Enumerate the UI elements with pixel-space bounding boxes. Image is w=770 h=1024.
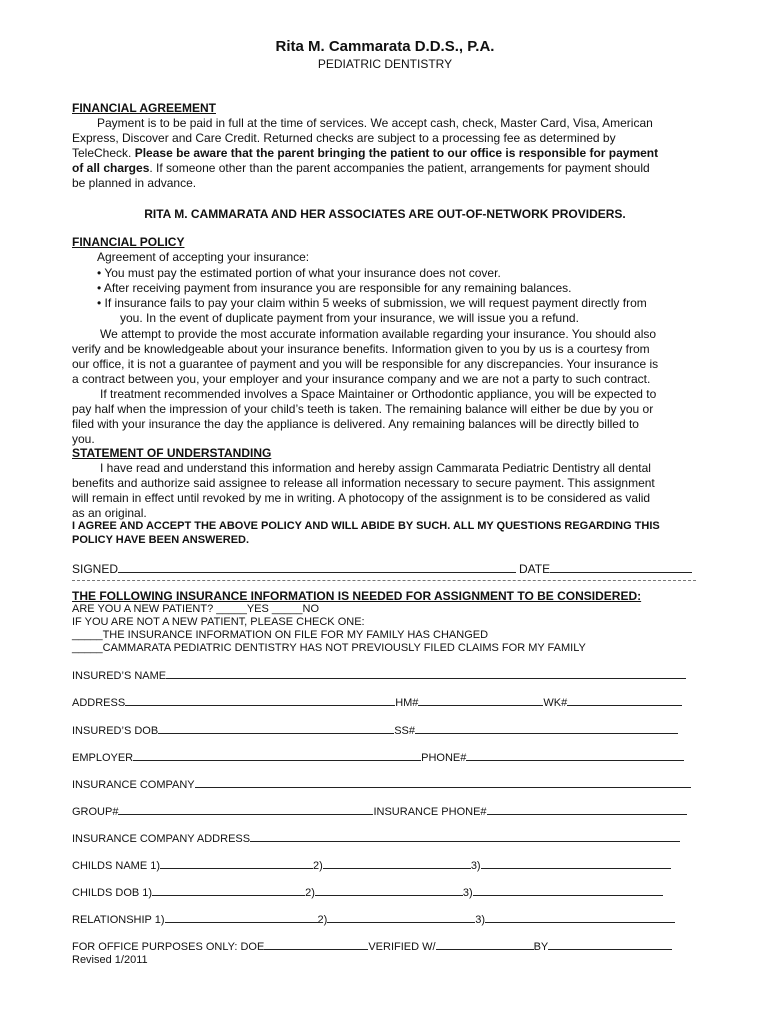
date-label: DATE: [519, 562, 551, 576]
practice-name: Rita M. Cammarata D.D.S., P.A.: [275, 38, 495, 55]
field-label: 2): [313, 860, 323, 872]
agreement-statement: POLICY HAVE BEEN ANSWERED.: [72, 534, 250, 546]
insureds-name-field[interactable]: [72, 669, 686, 683]
policy-line: If treatment recommended involves a Space Maintainer or Orthodontic appliance, you will be expected to: [100, 387, 657, 401]
agreement-bold-text: Please be aware that the parent bringing the patient to our office is responsible for payment: [134, 146, 659, 160]
field-label: INSURANCE PHONE#: [373, 806, 487, 818]
field-label: CHILDS NAME 1): [72, 860, 161, 872]
field-line[interactable]: [133, 751, 421, 761]
field-label: 2): [305, 887, 315, 899]
statement-line: benefits and authorize said assignee to release all information necessary to secure payment. This assignment: [72, 476, 655, 490]
date-line[interactable]: [550, 562, 692, 573]
policy-line: our office, it is not a guarantee of payment and you will be responsible for any discrepancies. Your insurance is: [72, 357, 659, 371]
field-label: FOR OFFICE PURPOSES ONLY: DOE: [72, 941, 265, 953]
field-label: ADDRESS: [72, 697, 126, 709]
agreement-line: Payment is to be paid in full at the time of services. We accept cash, check, Master Card, Visa, American: [97, 116, 653, 130]
agreement-text: . If someone other than the parent accompanies the patient, arrangements for payment should: [149, 161, 650, 175]
field-label: INSURED’S DOB: [72, 725, 159, 737]
field-line[interactable]: [327, 913, 475, 923]
agreement-bold-text: of all charges: [72, 161, 150, 175]
childs-dob-field[interactable]: [72, 886, 663, 900]
field-line[interactable]: [466, 751, 684, 761]
policy-line: a contract between you, your employer and your insurance company and we are not a party to such contract.: [72, 372, 651, 386]
field-label: INSURED’S NAME: [72, 670, 167, 682]
field-label: 3): [470, 860, 481, 872]
field-label: INSURANCE COMPANY ADDRESS: [72, 833, 251, 845]
policy-intro: Agreement of accepting your insurance:: [97, 250, 310, 264]
statement-line: I have read and understand this information and hereby assign Cammarata Pediatric Dentistry all dental: [100, 461, 651, 475]
field-line[interactable]: [436, 940, 534, 950]
insurance-company-address-field[interactable]: [72, 832, 680, 846]
field-line[interactable]: [315, 886, 463, 896]
field-label: HM#: [395, 697, 419, 709]
field-line[interactable]: [125, 696, 395, 706]
option-not-filed[interactable]: _____CAMMARATA PEDIATRIC DENTISTRY HAS NOT PREVIOUSLY FILED CLAIMS FOR MY FAMILY: [72, 642, 586, 654]
signed-field[interactable]: [72, 562, 516, 576]
field-line[interactable]: [487, 805, 687, 815]
field-line[interactable]: [323, 859, 471, 869]
insurance-company-field[interactable]: [72, 778, 691, 792]
statement-line: will remain in effect until revoked by me in writing. A photocopy of the assignment is to be considered as valid: [72, 491, 651, 505]
financial-agreement-heading: FINANCIAL AGREEMENT: [72, 101, 216, 115]
field-line[interactable]: [166, 669, 686, 679]
policy-bullet: • You must pay the estimated portion of what your insurance does not cover.: [97, 266, 501, 280]
policy-bullet-cont: you. In the event of duplicate payment from your insurance, we will issue you a refund.: [120, 311, 579, 325]
field-label: INSURANCE COMPANY: [72, 779, 195, 791]
field-line[interactable]: [473, 886, 663, 896]
field-line[interactable]: [152, 886, 305, 896]
field-line[interactable]: [165, 913, 318, 923]
field-line[interactable]: [418, 696, 543, 706]
agreement-line: Express, Discover and Care Credit. Returned checks are subject to a processing fee as determined by: [72, 131, 616, 145]
agreement-statement: I AGREE AND ACCEPT THE ABOVE POLICY AND WILL ABIDE BY SUCH. ALL MY QUESTIONS REGARDING THIS: [72, 520, 660, 532]
policy-line: We attempt to provide the most accurate information available regarding your insurance. You should also: [100, 327, 657, 341]
office-use-row[interactable]: [72, 940, 672, 954]
field-line[interactable]: [481, 859, 671, 869]
policy-line: filed with your insurance the day the appliance is delivered. Any remaining balances will be directly billed to: [72, 417, 639, 431]
field-label: EMPLOYER: [72, 752, 134, 764]
option-info-changed[interactable]: _____THE INSURANCE INFORMATION ON FILE FOR MY FAMILY HAS CHANGED: [72, 629, 489, 641]
field-line[interactable]: [485, 913, 675, 923]
field-line[interactable]: [264, 940, 368, 950]
signed-label: SIGNED: [72, 562, 119, 576]
field-line[interactable]: [415, 724, 678, 734]
field-label: VERIFIED W/: [368, 941, 436, 953]
statement-heading: STATEMENT OF UNDERSTANDING: [72, 446, 272, 460]
assignment-heading: THE FOLLOWING INSURANCE INFORMATION IS NEEDED FOR ASSIGNMENT TO BE CONSIDERED:: [72, 589, 642, 603]
network-notice: RITA M. CAMMARATA AND HER ASSOCIATES ARE OUT-OF-NETWORK PROVIDERS.: [144, 207, 626, 221]
field-line[interactable]: [567, 696, 682, 706]
policy-line: pay half when the impression of your child’s teeth is taken. The remaining balance will either be due by you or: [72, 402, 654, 416]
employer-field[interactable]: [72, 751, 684, 765]
field-label: 2): [317, 914, 328, 926]
field-label: GROUP#: [72, 806, 119, 818]
group-field[interactable]: [72, 805, 687, 819]
policy-bullet: • After receiving payment from insurance you are responsible for any remaining balances.: [97, 281, 572, 295]
agreement-line: [72, 161, 650, 175]
policy-bullet: • If insurance fails to pay your claim within 5 weeks of submission, we will request payment directly from: [97, 296, 647, 310]
field-line[interactable]: [158, 724, 394, 734]
policy-line: verify and be knowledgeable about your insurance benefits. Information given to you by us is a courtesy from: [72, 342, 650, 356]
field-label: CHILDS DOB 1): [72, 887, 153, 899]
existing-patient-prompt: IF YOU ARE NOT A NEW PATIENT, PLEASE CHECK ONE:: [72, 616, 365, 628]
field-line[interactable]: [118, 805, 373, 815]
field-line[interactable]: [548, 940, 672, 950]
field-line[interactable]: [195, 778, 691, 788]
address-field[interactable]: [72, 696, 682, 710]
childs-name-field[interactable]: [72, 859, 671, 873]
agreement-line: be planned in advance.: [72, 176, 197, 190]
field-line[interactable]: [250, 832, 680, 842]
agreement-text: TeleCheck.: [72, 146, 135, 160]
field-label: WK#: [543, 697, 568, 709]
divider: [72, 580, 696, 581]
policy-line: you.: [72, 432, 95, 446]
field-label: 3): [462, 887, 473, 899]
insureds-dob-field[interactable]: [72, 724, 678, 738]
field-label: SS#: [394, 725, 415, 737]
field-label: PHONE#: [421, 752, 467, 764]
field-label: RELATIONSHIP 1): [72, 914, 165, 926]
field-line[interactable]: [160, 859, 313, 869]
new-patient-question[interactable]: ARE YOU A NEW PATIENT? _____YES _____NO: [72, 603, 320, 615]
practice-specialty: PEDIATRIC DENTISTRY: [317, 57, 453, 71]
field-label: 3): [475, 914, 486, 926]
field-label: BY: [533, 941, 549, 953]
revision-note: Revised 1/2011: [72, 954, 148, 966]
signed-line[interactable]: [118, 562, 516, 573]
statement-line: as an original.: [72, 506, 147, 520]
relationship-field[interactable]: [72, 913, 675, 927]
financial-policy-heading: FINANCIAL POLICY: [72, 235, 185, 249]
agreement-line: [72, 146, 658, 160]
date-field[interactable]: [519, 562, 692, 576]
